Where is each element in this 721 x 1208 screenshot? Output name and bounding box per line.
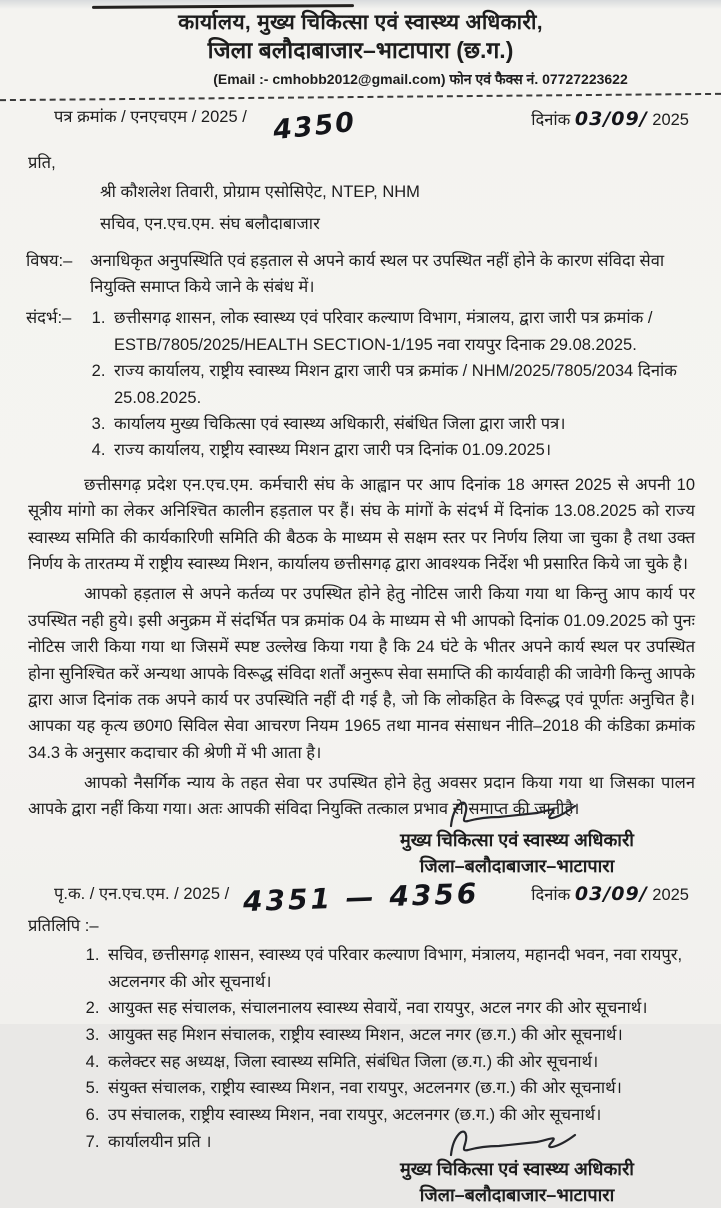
subject-label: विषय:– xyxy=(26,251,73,270)
endorsement-label: पृ.क. / एन.एच.एम. / 2025 / xyxy=(54,885,230,904)
date-bottom xyxy=(531,879,689,909)
scan-artifact-line xyxy=(92,4,354,9)
reference-item: 3. कार्यालय मुख्य चिकित्सा एवं स्वास्थ्य अधिकारी, संबंधित जिला द्वारा जारी पत्र। xyxy=(110,411,695,437)
date-top-handwritten: 03/09/ xyxy=(574,107,648,130)
copy-item: 5. संयुक्त संचालक, राष्ट्रीय स्वास्थ्य मिशन, नवा रायपुर, अटलनगर (छ.ग.) की ओर सूचनार्थ। xyxy=(104,1075,695,1102)
signatory-subtitle: जिला–बलौदाबाजार–भाटापारा xyxy=(419,855,615,876)
date-bottom-label: दिनांक xyxy=(531,886,571,905)
body-paragraph-2: आपको हड़ताल से अपने कर्तव्य पर उपस्थित होने हेतु नोटिस जारी किया गया था किन्तु आप कार्य पर उपस्थित नही हुये। इसी अनुक्रम में संदर्भित पत्र क्रमांक 04 के माध्यम से भी आपको दिनांक 01.09.2025 को पुनः नोटिस जारी किया गया था जिसमें स्पष्ट उल्लेख किया गया है कि 24 घंटे के भीतर अपने कार्य स्थल पर उपस्थित होना सुनिश्चित करें अन्यथा आपके विरूद्ध संविदा शर्तों अनुरूप सेवा समाप्ति की कार्यवाही की जावेगी किन्तु आपके द्वारा आज दिनांक तक अपने कार्य पर उपस्थिति नहीं दी गई है, जो कि लोकहित के विरूद्ध एवं पूर्णतः अनुचित है। आपका यह कृत्य छ0ग0 सिविल सेवा आचरण नियम 1965 तथा मानव संसाधन नीति–2018 की कंडिका क्रमांक 34.3 के अनुसार कदाचार की श्रेणी में भी आता है। xyxy=(28,585,695,762)
copy-item: 3. आयुक्त सह मिशन संचालक, राष्ट्रीय स्वास्थ्य मिशन, अटल नगर (छ.ग.) की ओर सूचनार्थ। xyxy=(104,1022,695,1049)
dashed-separator xyxy=(0,92,721,100)
office-title: कार्यालय, मुख्य चिकित्सा एवं स्वास्थ्य अधिकारी, xyxy=(178,11,543,34)
reference-block xyxy=(26,305,695,463)
copy-item: 1. सचिव, छत्तीसगढ़ शासन, स्वास्थ्य एवं परिवार कल्याण विभाग, मंत्रालय, महानदी भवन, नवा रायपुर, अटलनगर की ओर सूचनार्थ। xyxy=(104,942,695,995)
letterhead xyxy=(26,10,695,91)
recipient-block xyxy=(26,176,695,240)
subject-block xyxy=(26,248,695,301)
salutation: प्रति, xyxy=(28,153,56,172)
subject-text: अनाधिकृत अनुपस्थिति एवं हड़ताल से अपने कार्य स्थल पर उपस्थित नहीं होने के कारण संविदा सेवा नियुक्ति समाप्त किये जाने के संबंध में। xyxy=(90,251,665,297)
reference-list xyxy=(88,305,695,463)
endorsement-row xyxy=(26,877,695,919)
contact-line: (Email :- cmhobb2012@gmail.com) फोन एवं फैक्स नं. 07727223622 xyxy=(213,71,628,88)
signature-block-bottom xyxy=(367,1122,667,1208)
date-top xyxy=(531,104,689,134)
signatory-title: मुख्य चिकित्सा एवं स्वास्थ्य अधिकारी xyxy=(400,1158,634,1179)
date-top-label: दिनांक xyxy=(531,110,571,129)
recipient-name: श्री कौशलेश तिवारी, प्रोग्राम एसोसिऐट, NTEP, NHM xyxy=(100,183,420,202)
recipient-designation: सचिव, एन.एच.एम. संघ बलौदाबाजार xyxy=(100,215,320,234)
district-title: जिला बलौदाबाजार–भाटापारा (छ.ग.) xyxy=(207,37,514,64)
reference-item: 1. छत्तीसगढ़ शासन, लोक स्वास्थ्य एवं परिवार कल्याण विभाग, मंत्रालय, द्वारा जारी पत्र क्रमांक / ESTB/7805/2025/HEALTH SECTION-1/195 नवा रायपुर दिनाक 29.08.2025. xyxy=(110,305,695,358)
date-bottom-year: 2025 xyxy=(652,886,689,905)
reference-item: 2. राज्य कार्यालय, राष्ट्रीय स्वास्थ्य मिशन द्वारा जारी पत्र क्रमांक / NHM/2025/7805/2034 दिनांक 25.08.2025. xyxy=(110,358,695,411)
signatory-title: मुख्य चिकित्सा एवं स्वास्थ्य अधिकारी xyxy=(400,829,634,850)
date-bottom-handwritten: 03/09/ xyxy=(574,883,648,906)
reference-item: 4. राज्य कार्यालय, राष्ट्रीय स्वास्थ्य मिशन द्वारा जारी पत्र दिनांक 01.09.2025। xyxy=(110,437,695,463)
endorsement-number-handwritten: 4351 — 4356 xyxy=(242,877,481,919)
letter-number-row xyxy=(26,104,695,146)
copy-item: 6. उप संचालक, राष्ट्रीय स्वास्थ्य मिशन, नवा रायपुर, अटलनगर (छ.ग.) की ओर सूचनार्थ। xyxy=(104,1102,695,1129)
letter-number-handwritten: 4350 xyxy=(271,106,358,146)
body-paragraph-1: छत्तीसगढ़ प्रदेश एन.एच.एम. कर्मचारी संघ के आह्वान पर आप दिनांक 18 अगस्त 2025 से अपनी 10 सूत्रीय मांगो का लेकर अनिश्चित कालीन हड़ताल पर हैं। संघ के मांगों के संदर्भ में दिनांक 13.08.2025 को राज्य स्वास्थ्य समिति की कार्यकारिणी समिति की बैठक के माध्यम से सक्षम स्तर पर निर्णय लिया जा चुका है तथा उक्त निर्णय के तारतम्य में राष्ट्रीय स्वास्थ्य मिशन, कार्यालय छत्तीसगढ़ द्वारा आवश्यक निर्देश भी प्रसारित किये जा चुके है। xyxy=(28,475,695,573)
date-top-year: 2025 xyxy=(652,110,689,129)
body-paragraph-3: आपको नैसर्गिक न्याय के तहत सेवा पर उपस्थित होने हेतु अवसर प्रदान किया गया था जिसका पालन आपके द्वारा नहीं किया गया। अतः आपकी संविदा नियुक्ति तत्काल प्रभाव से समाप्त की जातीहै। xyxy=(28,774,695,819)
copies-label: प्रतिलिपि :– xyxy=(28,917,99,936)
copy-item: 7. कार्यालयीन प्रति । xyxy=(104,1129,695,1156)
copy-item: 4. कलेक्टर सह अध्यक्ष, जिला स्वास्थ्य समिति, संबंधित जिला (छ.ग.) की ओर सूचनार्थ। xyxy=(104,1049,695,1076)
reference-label: संदर्भ:– xyxy=(26,309,72,328)
letter-number-label: पत्र क्रमांक / एनएचएम / 2025 / xyxy=(54,107,247,126)
copy-item: 2. आयुक्त सह संचालक, संचालनालय स्वास्थ्य सेवायें, नवा रायपुर, अटल नगर की ओर सूचनार्थ। xyxy=(104,995,695,1022)
copies-list xyxy=(26,942,695,1156)
signatory-subtitle: जिला–बलौदाबाजार–भाटापारा xyxy=(419,1184,615,1205)
